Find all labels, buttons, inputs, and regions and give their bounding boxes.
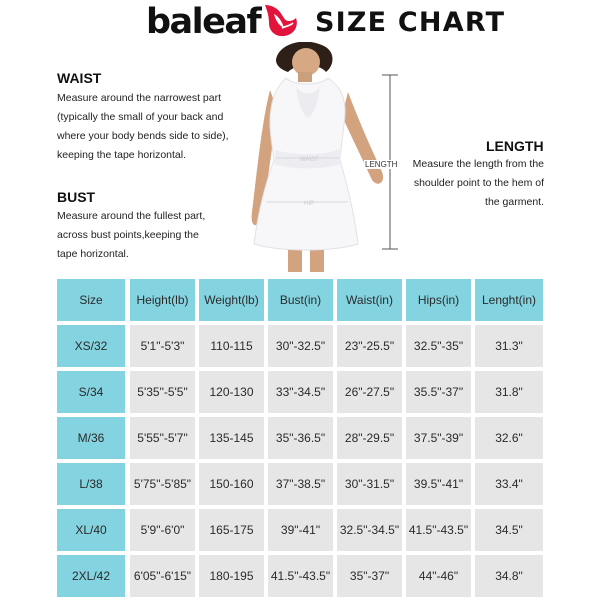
table-cell: 34.5" [475, 509, 543, 551]
waist-line: keeping the tape horizontal. [57, 149, 187, 161]
table-cell: 30"-31.5" [337, 463, 402, 505]
column-header: Waist(in) [337, 279, 402, 321]
length-line: the garment. [485, 196, 544, 208]
table-cell: 31.3" [475, 325, 543, 367]
bust-description [57, 207, 232, 264]
waist-line: (typically the small of your back and [57, 111, 224, 123]
table-cell: 39"-41" [268, 509, 333, 551]
size-label-cell: XL/40 [57, 509, 125, 551]
table-cell: 30"-32.5" [268, 325, 333, 367]
table-cell: 34.8" [475, 555, 543, 597]
table-cell: 5'1"-5'3" [130, 325, 195, 367]
bust-heading: BUST [57, 189, 96, 205]
table-cell: 5'55"-5'7" [130, 417, 195, 459]
size-chart-title: SIZE CHART [315, 7, 506, 38]
table-cell: 35.5"-37" [406, 371, 471, 413]
table-cell: 41.5"-43.5" [406, 509, 471, 551]
header [0, 0, 600, 48]
column-header: Lenght(in) [475, 279, 543, 321]
bust-line: tape horizontal. [57, 248, 129, 260]
waist-line: where your body bends side to side), [57, 130, 229, 142]
table-cell: 28"-29.5" [337, 417, 402, 459]
table-cell: 44"-46" [406, 555, 471, 597]
size-label-cell: 2XL/42 [57, 555, 125, 597]
waist-line: Measure around the narrowest part [57, 92, 222, 104]
table-cell: 5'75"-5'85" [130, 463, 195, 505]
table-cell: 32.5"-34.5" [337, 509, 402, 551]
column-header: Height(lb) [130, 279, 195, 321]
table-cell: 5'35"-5'5" [130, 371, 195, 413]
column-header: Hips(in) [406, 279, 471, 321]
bust-line: Measure around the fullest part, [57, 210, 206, 222]
table-cell: 31.8" [475, 371, 543, 413]
table-cell: 32.5"-35" [406, 325, 471, 367]
column-header: Size [57, 279, 125, 321]
table-cell: 23"-25.5" [337, 325, 402, 367]
table-cell: 33.4" [475, 463, 543, 505]
length-heading: LENGTH [486, 138, 544, 154]
table-cell: 35"-36.5" [268, 417, 333, 459]
table-cell: 165-175 [199, 509, 264, 551]
column-header: Weight(lb) [199, 279, 264, 321]
length-line: Measure the length from the [412, 158, 544, 170]
table-cell: 6'05"-6'15" [130, 555, 195, 597]
figure-hip-label: HIP [304, 201, 315, 207]
table-cell: 180-195 [199, 555, 264, 597]
size-label-cell: S/34 [57, 371, 125, 413]
table-cell: 33"-34.5" [268, 371, 333, 413]
table-cell: 5'9"-6'0" [130, 509, 195, 551]
size-table [57, 279, 543, 599]
size-label-cell: M/36 [57, 417, 125, 459]
table-cell: 135-145 [199, 417, 264, 459]
table-cell: 150-160 [199, 463, 264, 505]
column-header: Bust(in) [268, 279, 333, 321]
table-cell: 37.5"-39" [406, 417, 471, 459]
size-label-cell: XS/32 [57, 325, 125, 367]
table-cell: 32.6" [475, 417, 543, 459]
table-cell: 35"-37" [337, 555, 402, 597]
leaf-logo-icon [262, 2, 302, 38]
table-cell: 39.5"-41" [406, 463, 471, 505]
waist-description [57, 89, 242, 165]
table-cell: 37"-38.5" [268, 463, 333, 505]
length-tag: LENGTH [365, 160, 398, 169]
waist-heading: WAIST [57, 70, 102, 86]
length-description [404, 155, 544, 212]
table-cell: 120-130 [199, 371, 264, 413]
brand-name: baleaf [146, 2, 261, 42]
figure-waist-label: WAIST [300, 157, 319, 163]
length-line: shoulder point to the hem of [413, 177, 544, 189]
table-cell: 26"-27.5" [337, 371, 402, 413]
table-cell: 110-115 [199, 325, 264, 367]
table-cell: 41.5"-43.5" [268, 555, 333, 597]
size-label-cell: L/38 [57, 463, 125, 505]
bust-line: across bust points,keeping the [57, 229, 199, 241]
